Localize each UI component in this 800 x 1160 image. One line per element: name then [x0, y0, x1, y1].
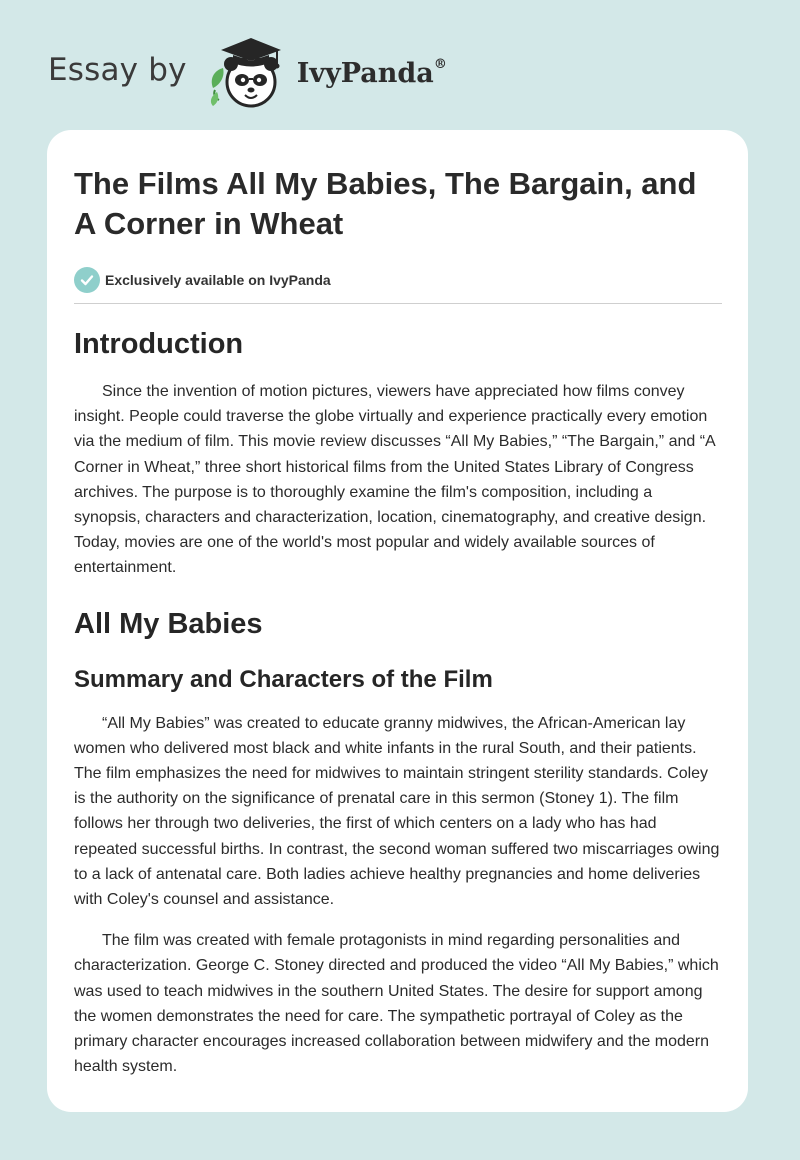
heading-introduction: Introduction — [74, 328, 244, 360]
site-header — [48, 30, 447, 110]
page-title: The Films All My Babies, The Bargain, and A Corner in Wheat — [74, 166, 697, 241]
divider — [74, 303, 722, 304]
exclusive-badge — [74, 266, 722, 294]
heading-summary-characters: Summary and Characters of the Film — [74, 665, 493, 693]
exclusive-label: Exclusively available on IvyPanda — [105, 272, 331, 288]
essay-by-label: Essay by — [48, 52, 187, 88]
essay-card — [47, 130, 748, 1112]
heading-all-my-babies: All My Babies — [74, 607, 263, 640]
check-circle-icon — [74, 267, 100, 293]
registered-mark: ® — [433, 56, 447, 72]
brand-name[interactable]: IvyPanda® — [296, 56, 447, 89]
panda-graduate-icon[interactable] — [203, 30, 293, 110]
paragraph-summary-2: The film was created with female protagonists in mind regarding personalities and characterization. George C. Stoney directed and produced the video “All My Babies,” which was used to teach midwives in the southern United States. The desire for support among the women demonstrates the need for care. The sympathetic portrayal of Coley as the primary character encourages increased collaboration between midwifery and the modern health system. — [74, 932, 719, 1076]
paragraph-summary-1: “All My Babies” was created to educate granny midwives, the African-American lay women who delivered most black and white infants in the rural South, and their patients. The film emphasizes the need for midwives to maintain stringent sterility standards. Coley is the authority on the significance of prenatal care in this sermon (Stoney 1). The film follows her through two deliveries, the first of which centers on a lady who has had repeated successful births. In contrast, the second woman suffered two miscarriages owing to a lack of antenatal care. Both ladies achieve healthy pregnancies and home deliveries with Coley's counsel and assistance. — [74, 714, 720, 909]
paragraph-introduction: Since the invention of motion pictures, viewers have appreciated how films convey insight. People could traverse the globe virtually and experience practically every emotion via the medium of film. This movie review discusses “All My Babies,” “The Bargain,” and “A Corner in Wheat,” three short historical films from the United States Library of Congress archives. The purpose is to thoroughly examine the film's composition, including a synopsis, characters and characterization, location, cinematography, and creative design. Today, movies are one of the world's most popular and widely available sources of entertainment. — [74, 383, 715, 577]
